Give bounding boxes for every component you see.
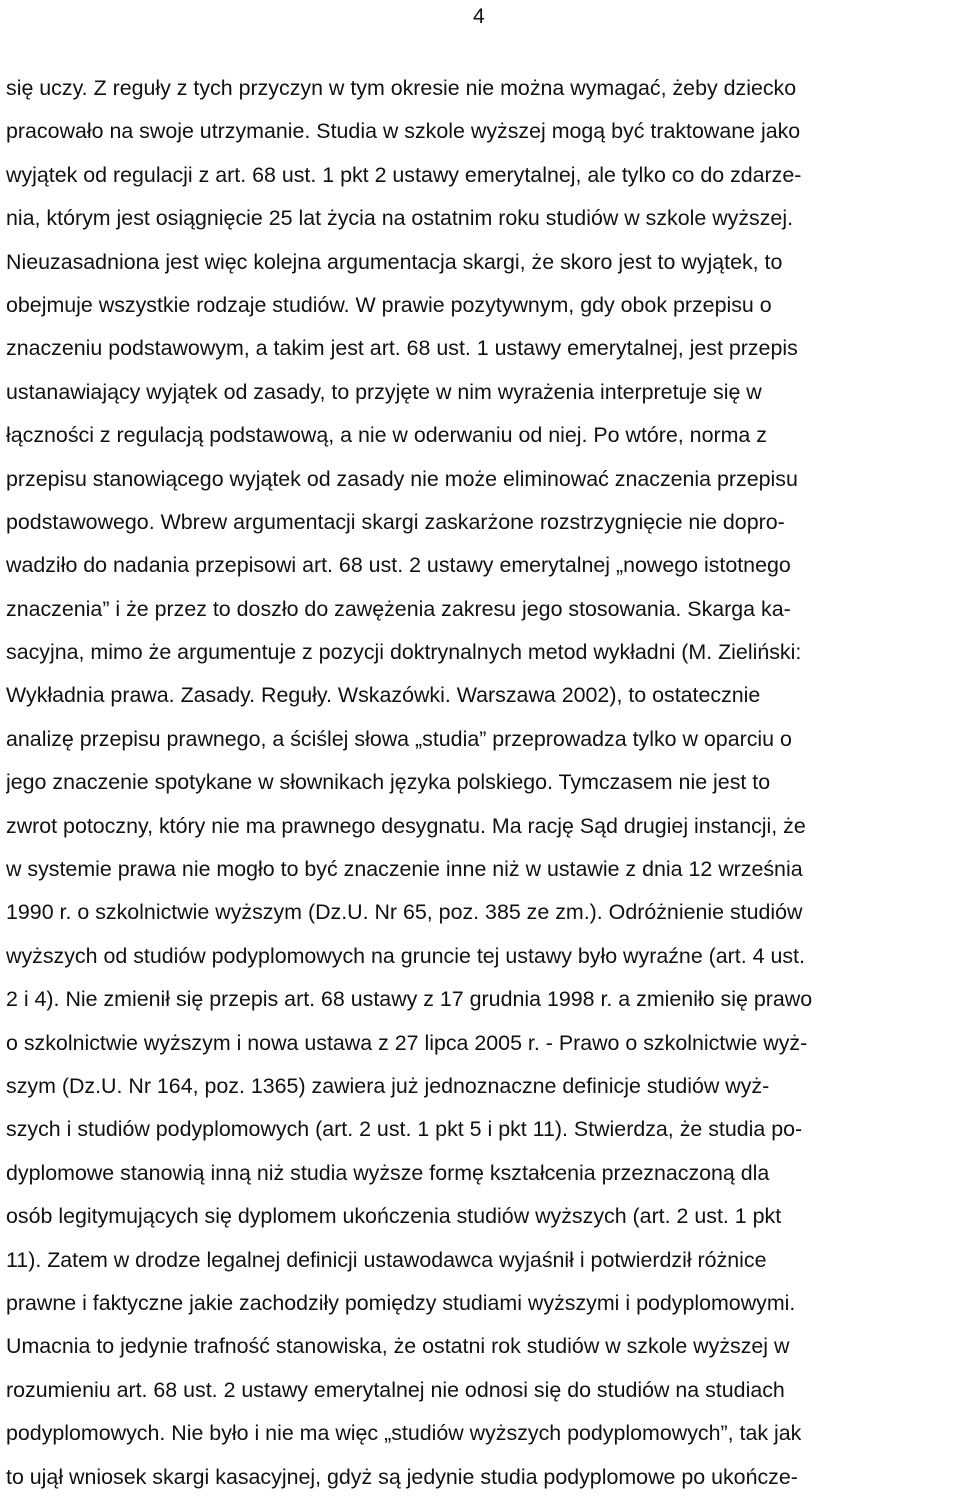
text-line: jego znaczenie spotykane w słownikach języka polskiego. Tymczasem nie jest to [6,770,771,795]
text-line: 11). Zatem w drodze legalnej definicji ustawodawca wyjaśnił i potwierdził różnice [6,1247,767,1272]
text-line: w systemie prawa nie mogło to być znaczenie inne niż w ustawie z dnia 12 września [6,857,803,882]
text-line: ustanawiający wyjątek od zasady, to przyjęte w nim wyrażenia interpretuje się w [6,379,762,404]
text-line: zwrot potoczny, który nie ma prawnego desygnatu. Ma rację Sąd drugiej instancji, że [6,813,806,838]
document-body [6,67,956,1499]
text-line: rozumieniu art. 68 ust. 2 ustawy emerytalnej nie odnosi się do studiów na studiach [6,1377,785,1402]
page-number: 4 [473,5,485,28]
text-line: Wykładnia prawa. Zasady. Reguły. Wskazówki. Warszawa 2002), to ostatecznie [6,683,761,708]
text-line: 1990 r. o szkolnictwie wyższym (Dz.U. Nr 65, poz. 385 ze zm.). Odróżnienie studiów [6,900,803,925]
text-line: Nieuzasadniona jest więc kolejna argumentacja skargi, że skoro jest to wyjątek, to [6,249,783,274]
text-line: pracowało na swoje utrzymanie. Studia w szkole wyższej mogą być traktowane jako [6,119,801,144]
text-line: szym (Dz.U. Nr 164, poz. 1365) zawiera już jednoznaczne definicje studiów wyż- [6,1073,770,1098]
text-line: łączności z regulacją podstawową, a nie w oderwaniu od niej. Po wtóre, norma z [6,423,767,448]
text-line: nia, którym jest osiągnięcie 25 lat życia na ostatnim roku studiów w szkole wyższej. [6,206,794,231]
text-line: podyplomowych. Nie było i nie ma więc „studiów wyższych podyplomowych”, tak jak [6,1421,802,1446]
text-line: znaczeniu podstawowym, a takim jest art. 68 ust. 1 ustawy emerytalnej, jest przepis [6,336,798,361]
text-line: to ujął wniosek skargi kasacyjnej, gdyż są jedynie studia podyplomowe po ukończe- [6,1464,798,1489]
text-line: prawne i faktyczne jakie zachodziły pomiędzy studiami wyższymi i podyplomowymi. [6,1290,796,1315]
text-line: obejmuje wszystkie rodzaje studiów. W prawie pozytywnym, gdy obok przepisu o [6,292,772,317]
text-line: sacyjna, mimo że argumentuje z pozycji doktrynalnych metod wykładni (M. Zieliński: [6,640,802,665]
text-line: przepisu stanowiącego wyjątek od zasady nie może eliminować znaczenia przepisu [6,466,798,491]
text-line: podstawowego. Wbrew argumentacji skargi zaskarżone rozstrzygnięcie nie dopro- [6,509,785,534]
text-line: 2 i 4). Nie zmienił się przepis art. 68 ustawy z 17 grudnia 1998 r. a zmieniło się prawo [6,987,813,1012]
text-line: się uczy. Z reguły z tych przyczyn w tym okresie nie można wymagać, żeby dziecko [6,76,797,100]
text-line: Umacnia to jedynie trafność stanowiska, że ostatni rok studiów w szkole wyższej w [6,1334,790,1359]
text-line: wyjątek od regulacji z art. 68 ust. 1 pkt 2 ustawy emerytalnej, ale tylko co do zdarze- [6,162,802,187]
text-line: analizę przepisu prawnego, a ściślej słowa „studia” przeprowadza tylko w oparciu o [6,726,792,751]
text-line: osób legitymujących się dyplomem ukończenia studiów wyższych (art. 2 ust. 1 pkt [6,1204,782,1229]
text-line: znaczenia” i że przez to doszło do zawężenia zakresu jego stosowania. Skarga ka- [6,596,791,621]
text-line: wyższych od studiów podyplomowych na gruncie tej ustawy było wyraźne (art. 4 ust. [6,943,805,968]
text-line: o szkolnictwie wyższym i nowa ustawa z 27 lipca 2005 r. - Prawo o szkolnictwie wyż- [6,1030,808,1055]
text-line: dyplomowe stanowią inną niż studia wyższe formę kształcenia przeznaczoną dla [6,1160,770,1185]
text-line: wadziło do nadania przepisowi art. 68 ust. 2 ustawy emerytalnej „nowego istotnego [6,553,791,578]
text-line: szych i studiów podyplomowych (art. 2 ust. 1 pkt 5 i pkt 11). Stwierdza, że studia po- [6,1117,803,1142]
